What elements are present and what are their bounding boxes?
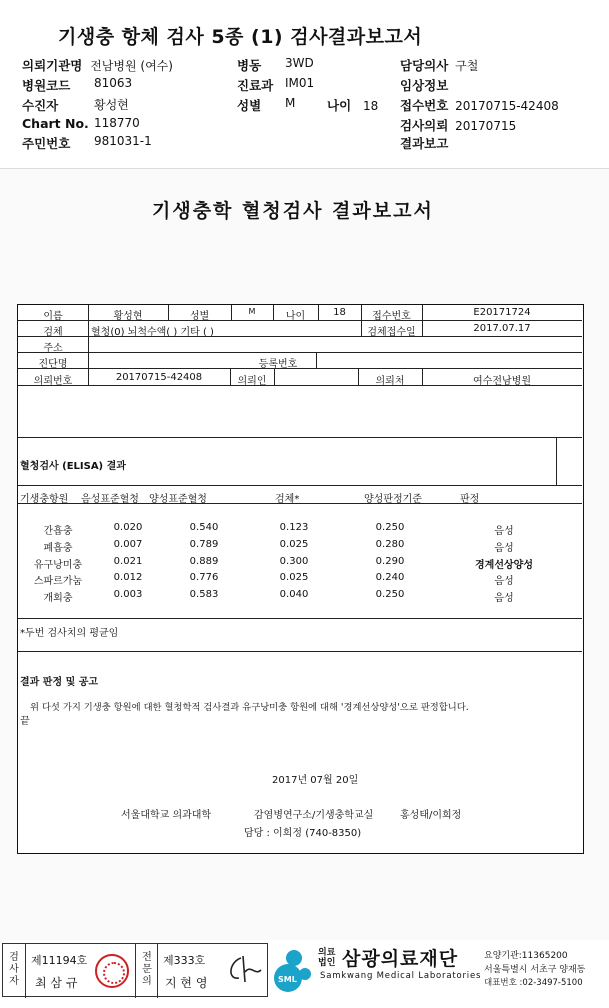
neg-value: 0.012: [113, 572, 143, 583]
org-prefix: 의료법인: [318, 948, 336, 968]
antigen-name: 유구낭미충: [33, 560, 83, 571]
sex-label: 성별: [189, 311, 210, 322]
lab-name: 감염병연구소/기생충학교실: [254, 810, 374, 821]
pos-value: 0.540: [189, 522, 219, 533]
examiner-label: 검사자: [9, 952, 19, 987]
receipt-field: 접수번호 20170715-42408: [400, 98, 559, 113]
age-field: 나이 18: [327, 98, 379, 113]
org-address: 서울특별시 서초구 양재동: [484, 965, 586, 975]
neg-value: 0.021: [113, 556, 143, 567]
neg-value: 0.007: [113, 539, 143, 550]
requester-label: 의뢰인: [237, 376, 267, 387]
specimen-label: 검체: [43, 327, 63, 338]
pos-value: 0.583: [189, 589, 219, 600]
org-phone: 대표번호 :02-3497-5100: [484, 978, 583, 988]
age-value: 18: [333, 307, 346, 318]
header-neg-std: 음성표준혈청: [81, 494, 139, 505]
specimen-value: 혈청(0) 뇌척수액( ) 기타 ( ): [91, 327, 214, 338]
specimen-date-label: 검체접수일: [367, 327, 416, 338]
sample-value: 0.040: [279, 589, 309, 600]
contact: 담당 : 이희정 (740-8350): [244, 828, 362, 839]
registration-label: 등록번호: [258, 359, 298, 370]
receipt-label: 접수번호: [372, 311, 411, 322]
header-sample: 검체*: [275, 494, 300, 505]
neg-value: 0.020: [113, 522, 143, 533]
ward-field: 병동 3WD: [237, 56, 314, 73]
cutoff-value: 0.290: [375, 556, 405, 567]
sex-field: 성별 M: [237, 96, 296, 113]
pos-value: 0.776: [189, 572, 219, 583]
examiner-no: 제11194호: [31, 954, 88, 967]
conclusion-text: 위 다섯 가지 기생충 항원에 대한 혈청학적 검사결과 유구낭미충 항원에 대해 '경계선상양성'으로 판정합니다.: [30, 702, 469, 713]
header-pos-std: 양성표준혈청: [149, 494, 207, 505]
institution: 서울대학교 의과대학: [121, 810, 212, 821]
antigen-name: 간흡충: [43, 526, 73, 537]
request-field: 검사의뢰 20170715: [400, 118, 517, 133]
hospital-field: 의뢰기관명 전남병원 (여수): [22, 58, 173, 73]
receipt-value: E20171724: [473, 307, 531, 318]
request-no-value: 20170715-42408: [115, 372, 203, 383]
request-place-value: 여수전남병원: [473, 376, 531, 387]
sample-value: 0.025: [279, 539, 309, 550]
header-antigen: 기생충항원: [20, 494, 69, 505]
table-row: [18, 589, 582, 603]
org-name: 삼광의료재단: [342, 948, 459, 970]
sml-logo-icon: [272, 944, 314, 994]
result-value: 음성: [494, 543, 514, 554]
sex-value: M: [248, 307, 256, 316]
result-value: 음성: [494, 576, 514, 587]
address-label: 주소: [43, 343, 63, 354]
request-place-label: 의뢰처: [375, 376, 405, 387]
page-title: 기생충 항체 검사 5종 (1) 검사결과보고서: [58, 26, 423, 48]
rrn-field: 주민번호 981031-1: [22, 134, 152, 151]
antigen-name: 스파르가눔: [33, 576, 83, 587]
patient-field: 수진자 황성현: [22, 98, 129, 113]
lab-people: 홍성태/이희정: [400, 810, 462, 821]
dept-field: 진료과 IM01: [237, 76, 315, 93]
sample-value: 0.123: [279, 522, 309, 533]
specialist-name: 지 현 영: [165, 976, 208, 990]
table-row: [18, 539, 582, 553]
table-row: [18, 556, 582, 570]
cutoff-value: 0.250: [375, 522, 405, 533]
clinical-info-field: 임상정보: [400, 78, 449, 93]
neg-value: 0.003: [113, 589, 143, 600]
specialist-no: 제333호: [163, 954, 206, 967]
table-row: [18, 522, 582, 536]
logo-text: SML: [278, 975, 297, 984]
result-value: 음성: [494, 526, 514, 537]
chart-no-field: Chart No. 118770: [22, 116, 140, 131]
specimen-date-value: 2017.07.17: [473, 323, 531, 334]
header-cutoff: 양성판정기준: [364, 494, 422, 505]
name-label: 이름: [43, 311, 63, 322]
result-value: 경계선상양성: [475, 560, 533, 571]
request-no-label: 의뢰번호: [33, 376, 73, 387]
org-code: 요양기관:11365200: [484, 951, 568, 961]
report-form: [17, 304, 584, 854]
cutoff-value: 0.280: [375, 539, 405, 550]
report-date: 2017년 07월 20일: [272, 775, 359, 786]
doctor-field: 담당의사 구철: [400, 58, 479, 73]
report-title: 기생충학 혈청검사 결과보고서: [152, 200, 434, 222]
signature-icon: [225, 954, 263, 986]
diagnosis-label: 진단명: [38, 359, 68, 370]
sample-value: 0.300: [279, 556, 309, 567]
sample-value: 0.025: [279, 572, 309, 583]
report-header: [0, 0, 609, 165]
pos-value: 0.789: [189, 539, 219, 550]
age-label: 나이: [285, 311, 306, 322]
result-value: 음성: [494, 593, 514, 604]
examiner-seal-icon: [95, 954, 129, 988]
hospital-code-field: 병원코드 81063: [22, 76, 133, 93]
name-value: 황성현: [113, 311, 143, 322]
specialist-label: 전문의: [142, 952, 152, 987]
result-report-field: 결과보고: [400, 136, 449, 151]
conclusion-title: 결과 판정 및 공고: [20, 677, 99, 688]
header-result: 판정: [460, 494, 480, 505]
table-row: [18, 572, 582, 586]
pos-value: 0.889: [189, 556, 219, 567]
antigen-name: 개회충: [43, 593, 73, 604]
signature-box: [2, 943, 268, 997]
conclusion-end: 끝: [20, 716, 30, 727]
antigen-name: 폐흡충: [43, 543, 73, 554]
cutoff-value: 0.240: [375, 572, 405, 583]
examiner-name: 최 삼 규: [35, 976, 78, 990]
elisa-section-title: 혈청검사 (ELISA) 결과: [20, 461, 126, 472]
footnote: *두번 검사치의 평균임: [20, 628, 119, 639]
org-english-name: Samkwang Medical Laboratories: [320, 971, 482, 981]
cutoff-value: 0.250: [375, 589, 405, 600]
